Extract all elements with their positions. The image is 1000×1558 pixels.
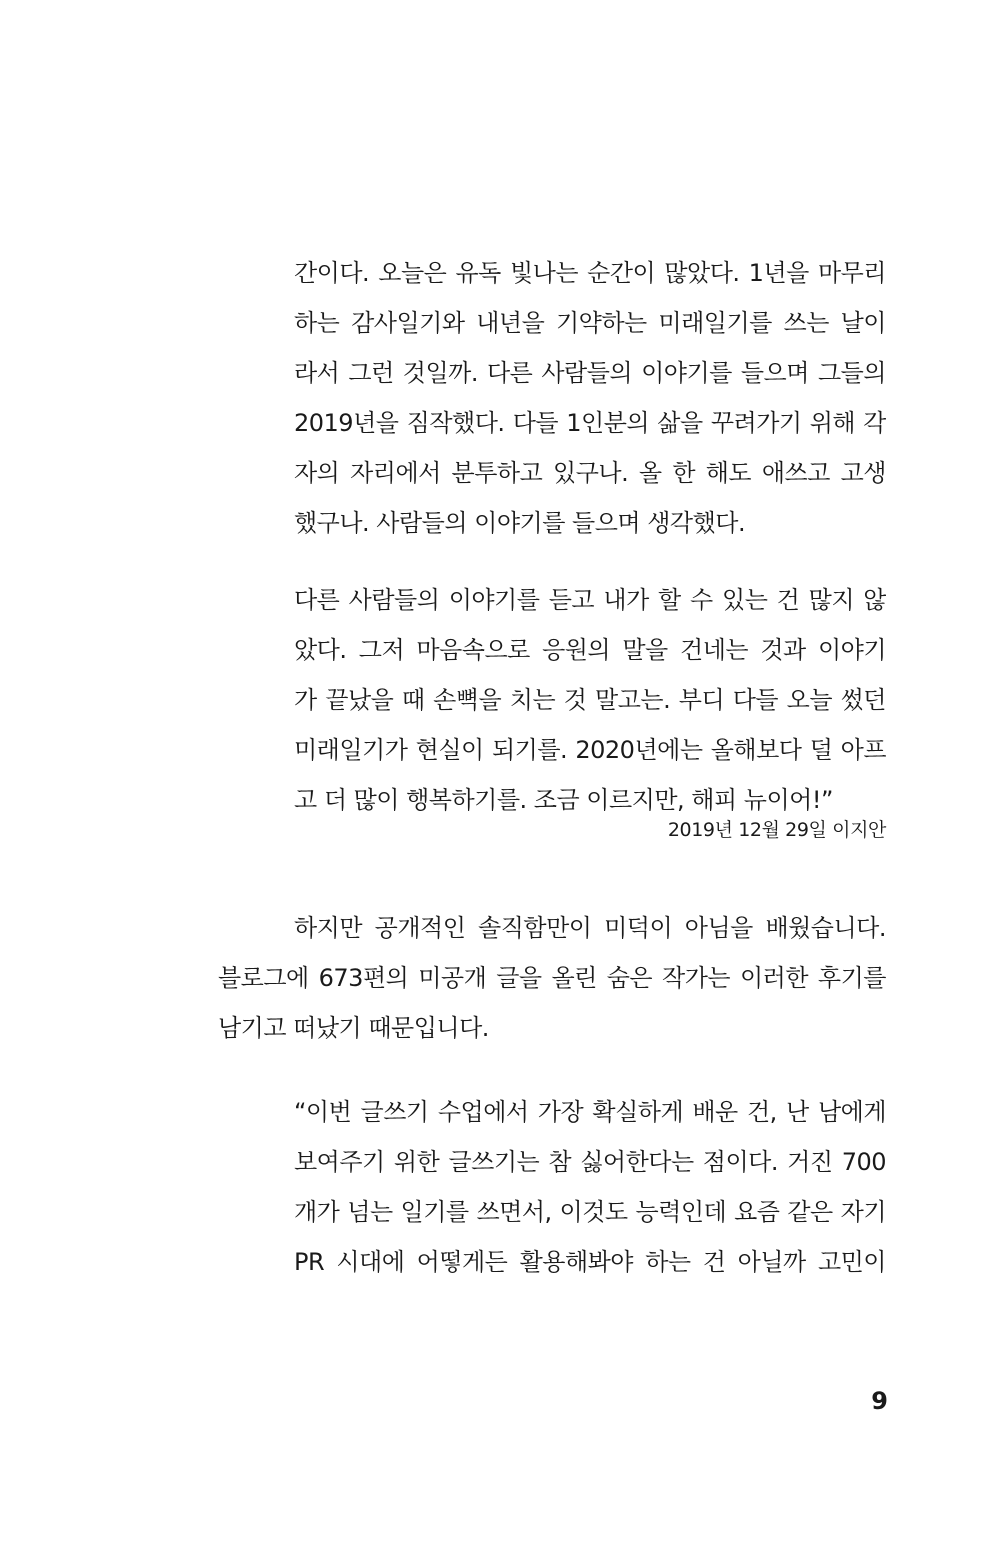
text-line: 다른 사람들의 이야기를 듣고 내가 할 수 있는 건 많지 않 (294, 586, 886, 614)
page-number: 9 (871, 1387, 888, 1415)
text-line: 2019년을 짐작했다. 다들 1인분의 삶을 꾸려가기 위해 각 (294, 409, 886, 437)
text-line: 았다. 그저 마음속으로 응원의 말을 건네는 것과 이야기 (294, 636, 886, 664)
text-line: 라서 그런 것일까. 다른 사람들의 이야기를 들으며 그들의 (294, 359, 886, 387)
text-line: 하지만 공개적인 솔직함만이 미덕이 아님을 배웠습니다. (294, 914, 886, 942)
text-line: 자의 자리에서 분투하고 있구나. 올 한 해도 애쓰고 고생 (294, 459, 886, 487)
text-line: 블로그에 673편의 미공개 글을 올린 숨은 작가는 이러한 후기를 (218, 964, 886, 992)
signature-date: 2019년 12월 29일 이지안 (667, 819, 886, 841)
text-line: 남기고 떠났기 때문입니다. (218, 1014, 489, 1042)
text-line: 가 끝났을 때 손뼉을 치는 것 말고는. 부디 다들 오늘 썼던 (294, 686, 886, 714)
text-line: 미래일기가 현실이 되기를. 2020년에는 올해보다 덜 아프 (294, 736, 886, 764)
text-line: PR 시대에 어떻게든 활용해봐야 하는 건 아닐까 고민이 (294, 1248, 886, 1276)
text-line: 했구나. 사람들의 이야기를 들으며 생각했다. (294, 509, 746, 537)
text-line: 개가 넘는 일기를 쓰면서, 이것도 능력인데 요즘 같은 자기 (294, 1198, 886, 1226)
text-line: 고 더 많이 행복하기를. 조금 이르지만, 해피 뉴이어!” (294, 786, 833, 814)
text-line: 하는 감사일기와 내년을 기약하는 미래일기를 쓰는 날이 (294, 309, 886, 337)
text-line: “이번 글쓰기 수업에서 가장 확실하게 배운 건, 난 남에게 (294, 1098, 886, 1126)
text-line: 간이다. 오늘은 유독 빛나는 순간이 많았다. 1년을 마무리 (294, 259, 886, 287)
text-line: 보여주기 위한 글쓰기는 참 싫어한다는 점이다. 거진 700 (294, 1148, 886, 1176)
